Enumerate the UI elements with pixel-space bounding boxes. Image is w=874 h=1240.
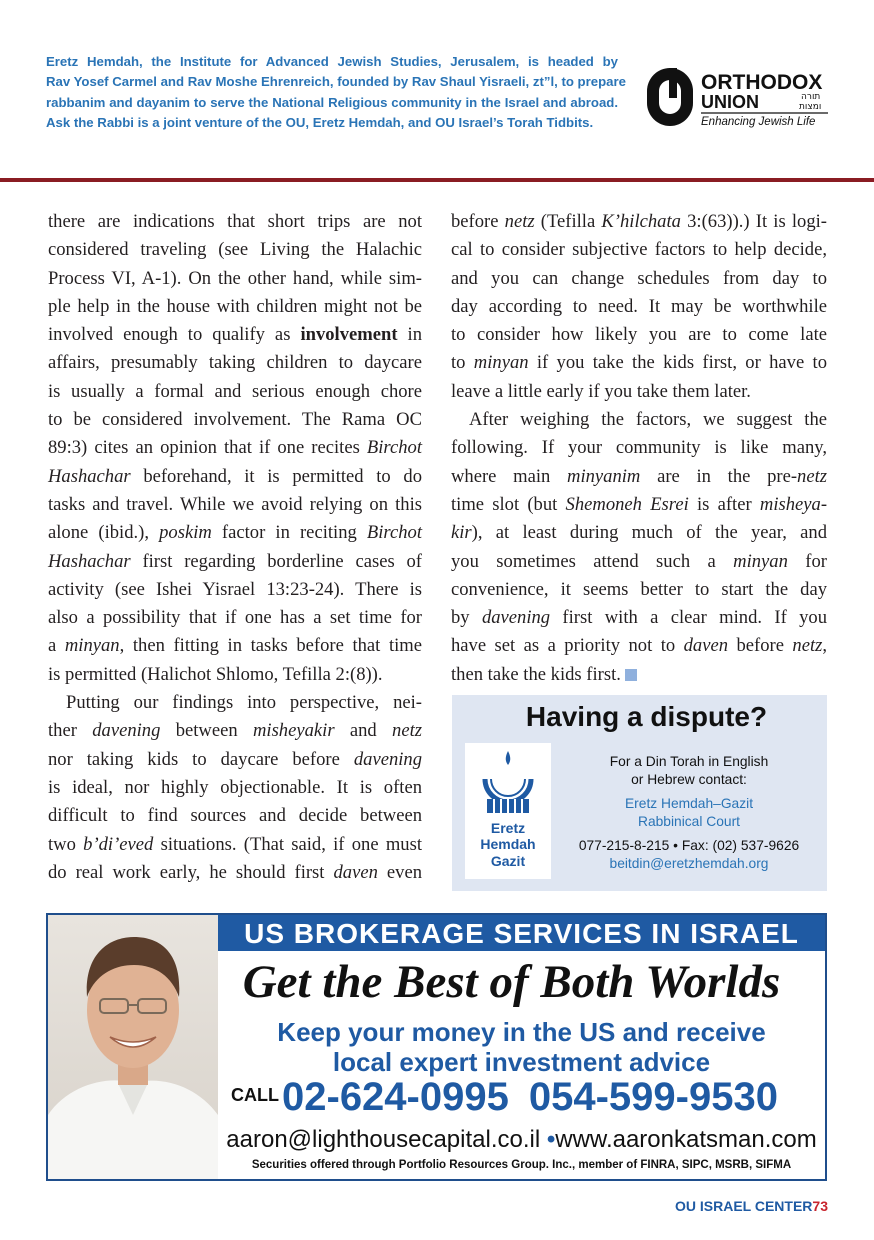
header-line: Eretz Hemdah, the Institute for Advanced Jewish Studies, Jerusalem, is headed by (46, 54, 618, 69)
ou-logo-tagline: Enhancing Jewish Life (701, 116, 816, 128)
text-line: day according to need. It may be worthwhile (451, 295, 827, 317)
ou-logo-line2: UNION (701, 92, 759, 112)
text-line: then take the kids first. (451, 661, 827, 689)
text-line: activity (see Ishei Yisrael 13:23-24). There is (48, 578, 422, 600)
brokerage-ad (46, 913, 827, 1181)
ad-contact-line (218, 1126, 825, 1154)
court-line: Rabbinical Court (638, 814, 740, 829)
text-line: do real work early, he should first daven even (48, 861, 423, 883)
ou-logo-hebrew-bottom: ומצות (799, 102, 822, 112)
din-torah-title: Having a dispute? (525, 701, 768, 732)
ad-email-link[interactable]: aaron@lighthousecapital.co.il (226, 1126, 541, 1153)
din-torah-box (452, 695, 827, 891)
text-line: nor taking kids to daycare before davening (48, 748, 422, 770)
ad-phone-2[interactable]: 054-599-9530 (528, 1075, 778, 1119)
article-paragraph (48, 208, 422, 689)
ad-website-link[interactable]: www.aaronkatsman.com (555, 1126, 817, 1153)
advisor-photo (48, 915, 218, 1179)
text-line: convenience, it seems better to start the day (451, 578, 827, 600)
text-line: have set as a priority not to daven before netz, (451, 635, 827, 657)
text-line: is ideal, nor highly objectionable. It is often (48, 776, 422, 798)
text-line: time slot (but Shemoneh Esrei is after misheya- (451, 493, 828, 515)
text-line: Process VI, A-1). On the other hand, while sim- (48, 267, 422, 289)
text-line: to consider how likely you are to come late (451, 324, 827, 346)
ad-headline: Get the Best of Both Worlds (242, 956, 781, 1008)
phone-fax: 077-215-8-215 • Fax: (02) 537-9626 (578, 838, 800, 853)
ad-phone-1[interactable]: 02-624-0995 (282, 1075, 509, 1119)
court-line: Eretz Hemdah–Gazit (624, 796, 754, 811)
ad-phone-numbers (282, 1075, 778, 1120)
ou-logo-line1: ORTHODOX (701, 71, 823, 94)
text-line: leave a little early if you take them later. (451, 380, 751, 402)
text-line: considered traveling (see Living the Halachic (48, 239, 422, 261)
footer-label: OU ISRAEL CENTER (674, 1198, 813, 1214)
text-line: before netz (Tefilla K’hilchata 3:(63)).) It is logi- (451, 211, 827, 232)
text-line: Hashachar first regarding borderline cases of (48, 550, 422, 572)
text-line: ther davening between misheyakir and netz (48, 720, 422, 742)
page-footer (675, 1198, 828, 1214)
contact-line: or Hebrew contact: (631, 772, 747, 787)
text-line: where main minyanim are in the pre-netz (451, 465, 827, 487)
header-line: Ask the Rabbi is a joint venture of the OU, Eretz Hemdah, and OU Israel’s Torah Tidbits. (46, 115, 594, 131)
ad-subheadline: local expert investment advice (332, 1047, 711, 1077)
text-line: After weighing the factors, we suggest the (469, 409, 827, 431)
text-line: and you can change schedules from day to (451, 267, 827, 289)
article-right-column (451, 208, 827, 689)
ad-subheadline: Keep your money in the US and receive (277, 1017, 766, 1047)
header-credits (46, 52, 626, 134)
text-line: difficult to find sources and decide between (48, 805, 422, 827)
beitdin-email-link[interactable]: beitdin@eretzhemdah.org (609, 856, 769, 871)
header-line: Rav Yosef Carmel and Rav Moshe Ehrenreich, founded by Rav Shaul Yisraeli, zt”l, to prepare (46, 74, 626, 90)
ad-banner: US BROKERAGE SERVICES IN ISRAEL (218, 915, 825, 951)
ad-disclaimer: Securities offered through Portfolio Resources Group. Inc., member of FINRA, SIPC, MSRB, SIFMA (251, 1159, 792, 1171)
text-line: also a possibility that if one has a set time for (48, 607, 422, 629)
article-paragraph (48, 689, 422, 887)
text-line: involved enough to qualify as involvement in (48, 324, 422, 346)
article-paragraph (451, 208, 827, 406)
text-line: to be considered involvement. The Rama OC (48, 409, 422, 431)
text-line: is permitted (Halichot Shlomo, Tefilla 2:(8)). (48, 663, 383, 685)
text-line: cal to consider subjective factors to help decide, (451, 239, 827, 261)
text-line: you sometimes attend such a minyan for (451, 550, 827, 572)
text-line: to minyan if you take the kids first, or have to (451, 352, 827, 374)
orthodox-union-logo (645, 66, 830, 128)
text-line: a minyan, then fitting in tasks before that time (48, 635, 422, 657)
header-rule (0, 178, 874, 182)
text-line: affairs, presumably taking children to daycare (48, 352, 422, 374)
end-of-article-mark (625, 669, 637, 681)
page-number: 73 (812, 1198, 828, 1214)
text-line: kir), at least during much of the year, and (451, 522, 827, 544)
text-line: Putting our findings into perspective, nei- (66, 692, 422, 714)
eh-logo-word: Hemdah (480, 836, 536, 852)
text-line: following. If your community is like many, (451, 437, 827, 459)
text-line: alone (ibid.), poskim factor in reciting Birchot (48, 522, 422, 544)
eh-logo-word: Gazit (490, 853, 526, 869)
text-line: by davening first with a clear mind. If you (451, 607, 827, 629)
din-torah-contact (554, 753, 824, 789)
contact-line: For a Din Torah in English (609, 754, 769, 769)
ad-separator: • (546, 1126, 556, 1153)
text-line: there are indications that short trips are not (48, 211, 422, 232)
header-line: rabbanim and dayanim to serve the National Religious community in the Israel and abroad. (46, 94, 618, 110)
article-left-column (48, 208, 422, 887)
ou-logo-hebrew-top: תורה (801, 92, 821, 102)
eretz-hemdah-gazit-logo (465, 743, 551, 879)
ad-call-label: CALL (231, 1085, 279, 1105)
text-line: ple help in the house with children might not be (48, 295, 422, 317)
text-line: is usually a formal and serious enough chore (48, 380, 422, 402)
eh-logo-word: Eretz (490, 820, 526, 836)
text-line: Hashachar beforehand, it is permitted to do (48, 465, 422, 487)
text-line: 89:3) cites an opinion that if one recites Birchot (48, 437, 422, 459)
text-line: two b’di’eved situations. (That said, if one must (48, 833, 422, 855)
rabbinical-court-name (554, 795, 824, 831)
text-line: tasks and travel. While we avoid relying on this (48, 493, 422, 515)
article-paragraph (451, 406, 827, 689)
